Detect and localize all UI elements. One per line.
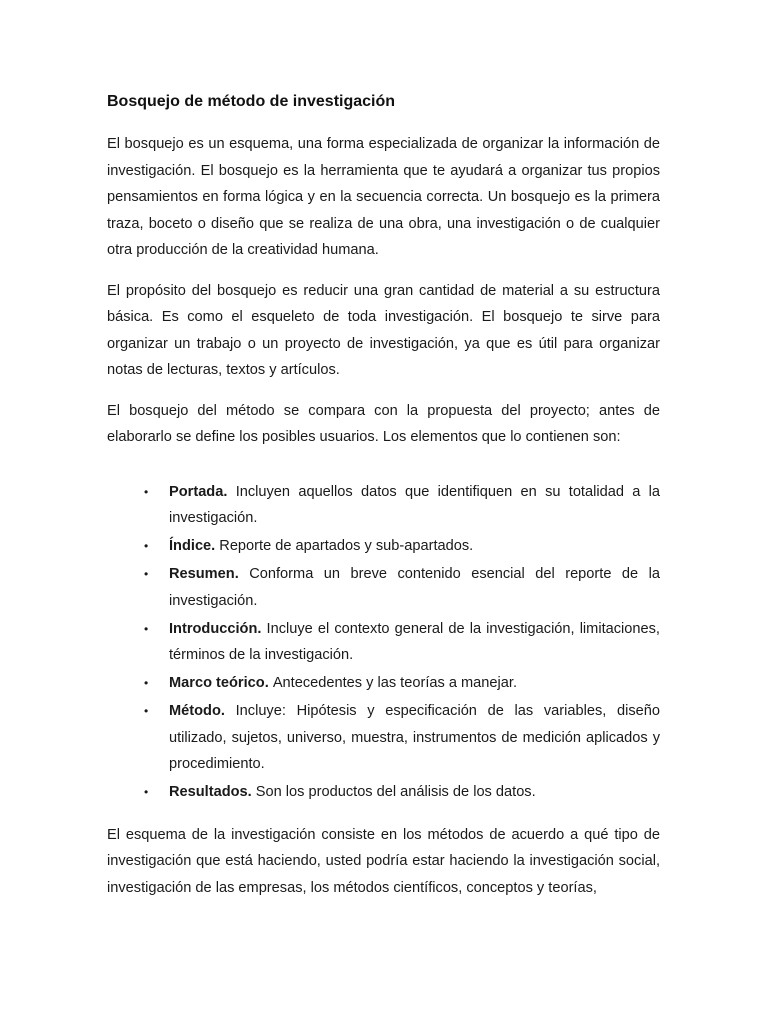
bullet-icon: • — [144, 484, 149, 499]
list-item-description: Conforma un breve contenido esencial del reporte de la investigación. — [169, 566, 660, 609]
list-item-description: Son los productos del análisis de los datos. — [255, 784, 536, 800]
list-item-term: Marco teórico. — [169, 675, 273, 691]
bullet-icon: • — [144, 676, 149, 690]
list-item — [107, 479, 660, 532]
list-item — [107, 779, 660, 806]
list-item-description: Incluyen aquellos datos que identifiquen en su totalidad a la investigación. — [169, 483, 660, 526]
list-item-term: Introducción. — [169, 620, 267, 637]
list-item-term: Método. — [169, 703, 236, 719]
list-item — [107, 533, 660, 560]
elements-list — [107, 479, 660, 806]
bullet-icon: • — [144, 539, 149, 553]
list-item-description: Incluye: Hipótesis y especificación de las variables, diseño utilizado, sujetos, universo, muestra, instrumentos de medición aplicados y procedimiento. — [169, 703, 660, 772]
document-content — [107, 90, 660, 915]
bullet-icon: • — [144, 567, 149, 581]
list-item-description: Incluye el contexto general de la investigación, limitaciones, términos de la investigación. — [169, 620, 660, 663]
list-item-term: Índice. — [169, 538, 220, 554]
list-item — [107, 670, 660, 697]
list-item — [107, 561, 660, 614]
bullet-icon: • — [144, 704, 149, 718]
list-item-description: Antecedentes y las teorías a manejar. — [272, 675, 517, 691]
bullet-icon: • — [144, 785, 149, 799]
list-item — [107, 698, 660, 778]
list-item-term: Portada. — [169, 483, 236, 500]
paragraph-purpose: El propósito del bosquejo es reducir una gran cantidad de material a su estructura básica. Es como el esqueleto de toda investigación. El bosquejo te sirve para organizar un trabajo o un proyecto de investigación, ya que es útil para organizar notas de lecturas, textos y artículos. — [107, 282, 660, 378]
paragraph-closing: El esquema de la investigación consiste en los métodos de acuerdo a qué tipo de investigación que está haciendo, usted podría estar haciendo la investigación social, investigación de las empresas, los métodos científicos, conceptos y teorías, — [107, 826, 660, 896]
list-item-description: Reporte de apartados y sub-apartados. — [219, 538, 474, 554]
paragraph-method: El bosquejo del método se compara con la propuesta del proyecto; antes de elaborarlo se define los posibles usuarios. Los elementos que lo contienen son: — [107, 402, 660, 445]
list-item-term: Resumen. — [169, 566, 250, 582]
list-item-term: Resultados. — [169, 784, 256, 800]
document-title: Bosquejo de método de investigación — [107, 93, 396, 110]
bullet-icon: • — [144, 621, 149, 636]
list-item — [107, 616, 660, 669]
paragraph-intro: El bosquejo es un esquema, una forma especializada de organizar la información de investigación. El bosquejo es la herramienta que te ayudará a organizar tus propios pensamientos en forma lógica y en la secuencia correcta. Un bosquejo es la primera traza, boceto o diseño que se realiza de una obra, una investigación o de cualquier otra producción de la creatividad humana. — [107, 136, 660, 258]
